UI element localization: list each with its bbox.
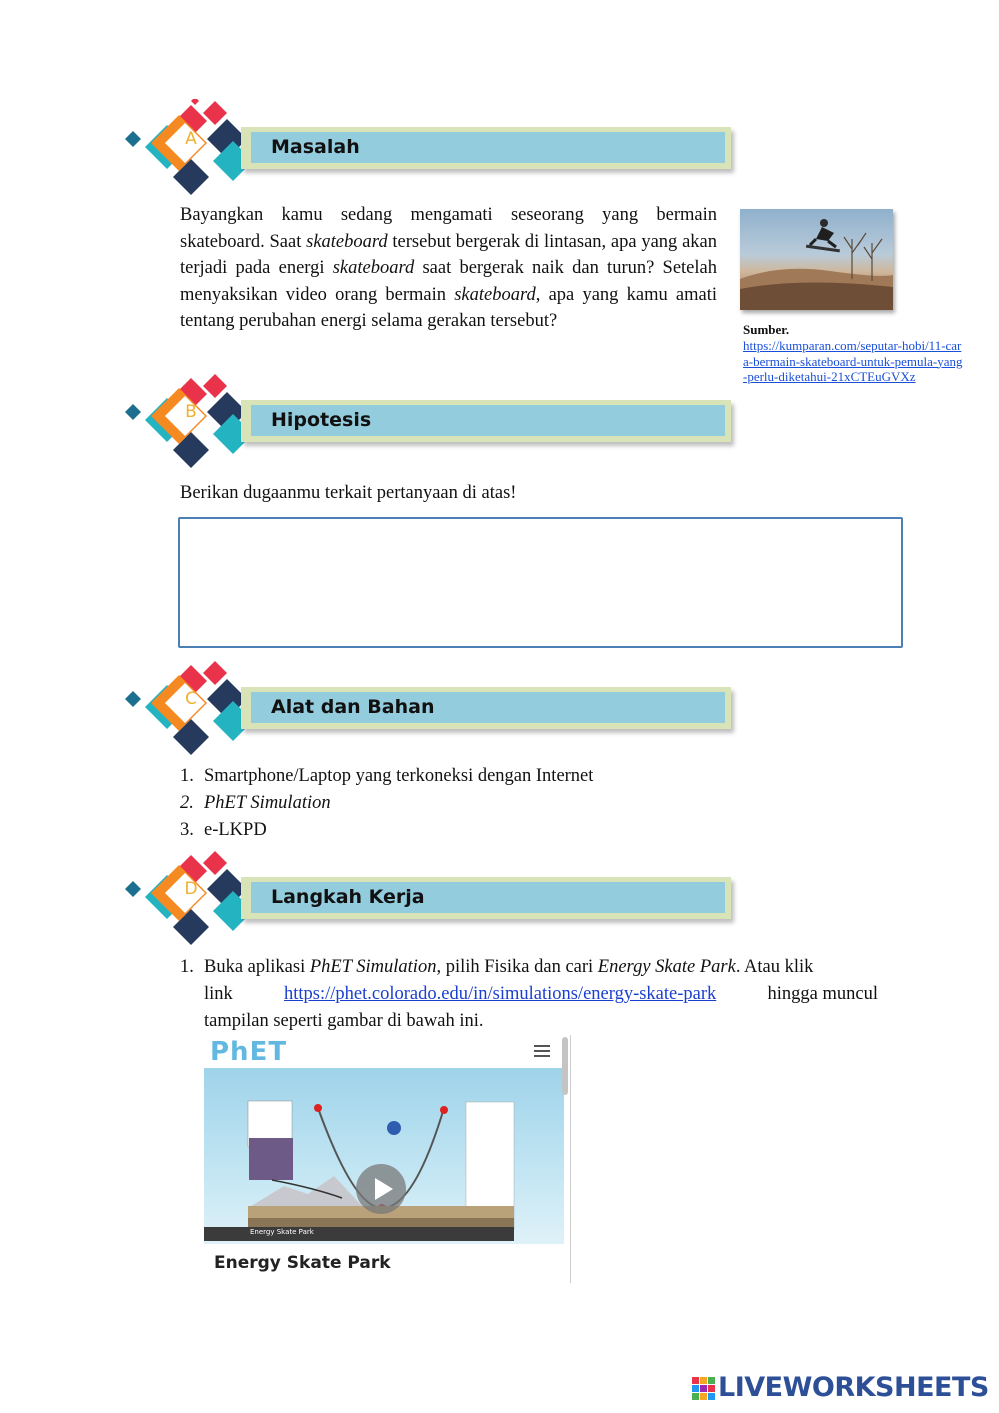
hamburger-menu-icon	[534, 1045, 550, 1060]
phet-footer	[204, 1227, 514, 1241]
section-header-b	[115, 372, 635, 472]
section-letter: D	[184, 879, 198, 899]
skateboarder-image-icon	[740, 209, 893, 310]
hypothesis-answer-box[interactable]	[178, 517, 903, 648]
phet-simulation-link[interactable]: https://phet.colorado.edu/in/simulations/energy-skate-park	[284, 984, 717, 1004]
scrollbar[interactable]	[562, 1037, 568, 1095]
image-source-label: Sumber.	[743, 322, 790, 337]
section-letter: A	[185, 129, 197, 149]
liveworksheets-logo-icon	[692, 1377, 716, 1401]
video-play-button-icon[interactable]	[356, 1164, 406, 1214]
section-header-a	[115, 99, 635, 199]
brand-name: LIVEWORKSHEETS	[718, 1372, 989, 1403]
phet-topbar	[204, 1035, 564, 1068]
liveworksheets-brand	[692, 1372, 992, 1406]
hypothesis-prompt: Berikan dugaanmu terkait pertanyaan di atas!	[180, 483, 517, 503]
phet-sim-area	[204, 1068, 564, 1244]
list-item: 3. e-LKPD	[180, 820, 267, 840]
diamond-decoration-icon	[115, 849, 250, 949]
section-header-d	[115, 849, 635, 949]
skateboard-photo	[740, 209, 893, 310]
step-line-3: tampilan seperti gambar di bawah ini.	[204, 1011, 484, 1031]
diamond-decoration-icon	[115, 372, 250, 472]
diamond-decoration-icon	[115, 659, 250, 759]
phet-footer-label: Energy Skate Park	[250, 1228, 314, 1236]
section-title: Alat dan Bahan	[271, 696, 435, 718]
section-title: Hipotesis	[271, 409, 372, 431]
section-letter: B	[185, 402, 197, 422]
section-header-c	[115, 659, 635, 759]
section-title: Masalah	[271, 136, 360, 158]
skate-track-icon	[204, 1068, 564, 1244]
problem-paragraph: Bayangkan kamu sedang mengamati seseorang yang bermain skateboard. Saat skateboard tersebut bergerak di lintasan, apa yang akan terjadi pada energi skateboard saat bergerak naik dan turun? Setelah menyaksikan video orang bermain skateboard, apa yang kamu amati tentang perubahan energi selama gerakan tersebut?	[180, 205, 717, 331]
section-letter: C	[185, 689, 197, 709]
list-item: 1. Smartphone/Laptop yang terkoneksi dengan Internet	[180, 766, 594, 786]
step-number: 1.	[180, 957, 194, 977]
phet-screenshot	[204, 1035, 571, 1283]
phet-logo: PhET	[210, 1037, 288, 1067]
diamond-decoration-icon	[115, 99, 250, 199]
list-item: 2. PhET Simulation	[180, 793, 331, 813]
phet-caption: Energy Skate Park	[214, 1253, 391, 1273]
step-line-2: link https://phet.colorado.edu/in/simulations/energy-skate-park hingga muncul	[204, 981, 878, 1008]
step-line-1: Buka aplikasi PhET Simulation, pilih Fisika dan cari Energy Skate Park. Atau klik	[204, 957, 814, 977]
image-source-link[interactable]: https://kumparan.com/seputar-hobi/11-cara-bermain-skateboard-untuk-pemula-yang-perlu-diketahui-21xCTEuGVXz	[743, 338, 963, 384]
section-title: Langkah Kerja	[271, 886, 425, 908]
